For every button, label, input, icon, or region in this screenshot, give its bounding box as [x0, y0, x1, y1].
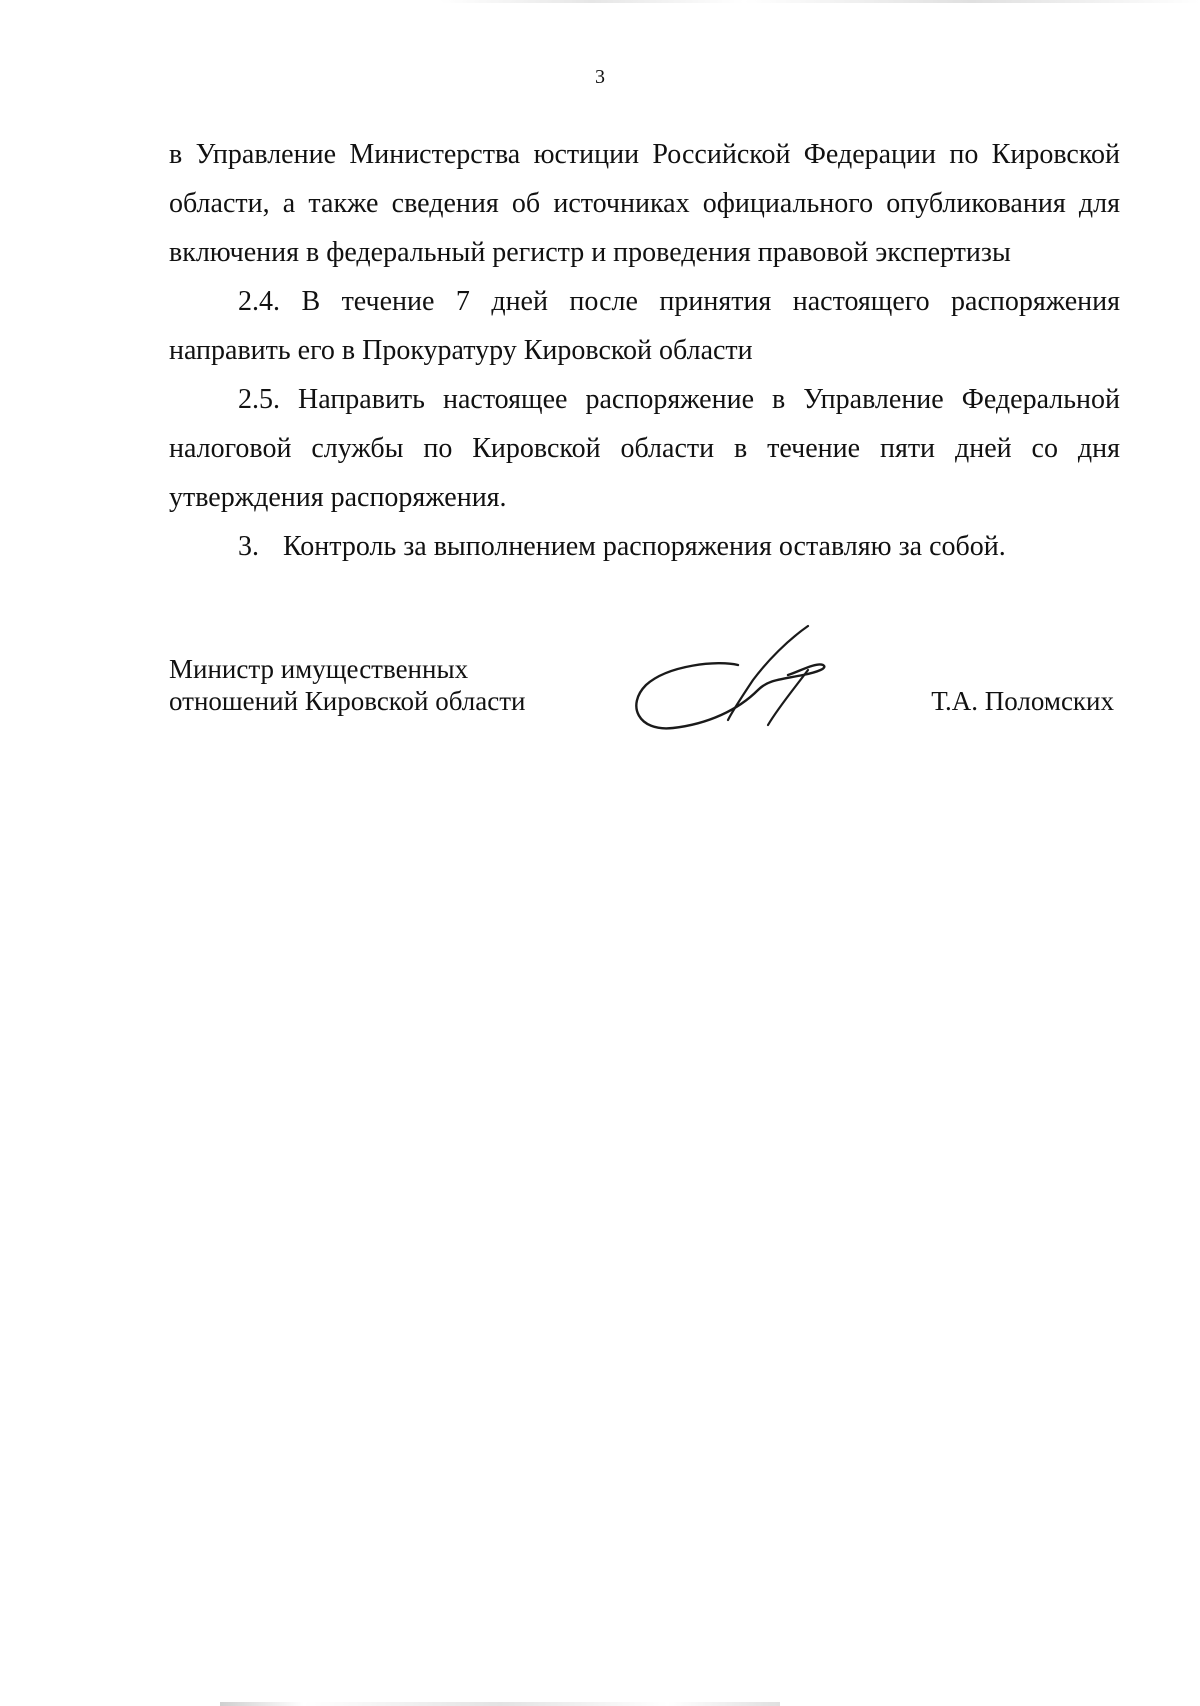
paragraph-3-number: 3.: [238, 531, 259, 562]
paragraph-3-text: Контроль за выполнением распоряжения оставляю за собой.: [283, 531, 1006, 562]
paragraph-3: [169, 522, 1120, 571]
signatory-title-line-2: отношений Кировской области: [169, 686, 526, 716]
page-number: 3: [595, 66, 605, 88]
signatory-name: Т.А. Поломских: [931, 686, 1114, 716]
signature-block: [0, 620, 1200, 740]
handwritten-signature: [628, 620, 858, 740]
paragraph-2-5: 2.5. Направить настоящее распоряжение в Управление Федеральной налоговой службы по Кировской области в течение пяти дней со дня утверждения распоряжения.: [169, 384, 1120, 513]
scan-edge-bottom: [220, 1702, 780, 1706]
signatory-title: [169, 653, 526, 717]
document-body: [169, 130, 1120, 571]
signatory-title-line-1: Министр имущественных: [169, 654, 469, 684]
paragraph-2-4: 2.4. В течение 7 дней после принятия настоящего распоряжения направить его в Прокуратуру Кировской области: [169, 286, 1120, 366]
scan-edge-top: [440, 0, 1200, 3]
paragraph-continuation: в Управление Министерства юстиции Российской Федерации по Кировской области, а также сведения об источниках официального опубликования для включения в федеральный регистр и проведения правовой экспертизы: [169, 139, 1120, 268]
